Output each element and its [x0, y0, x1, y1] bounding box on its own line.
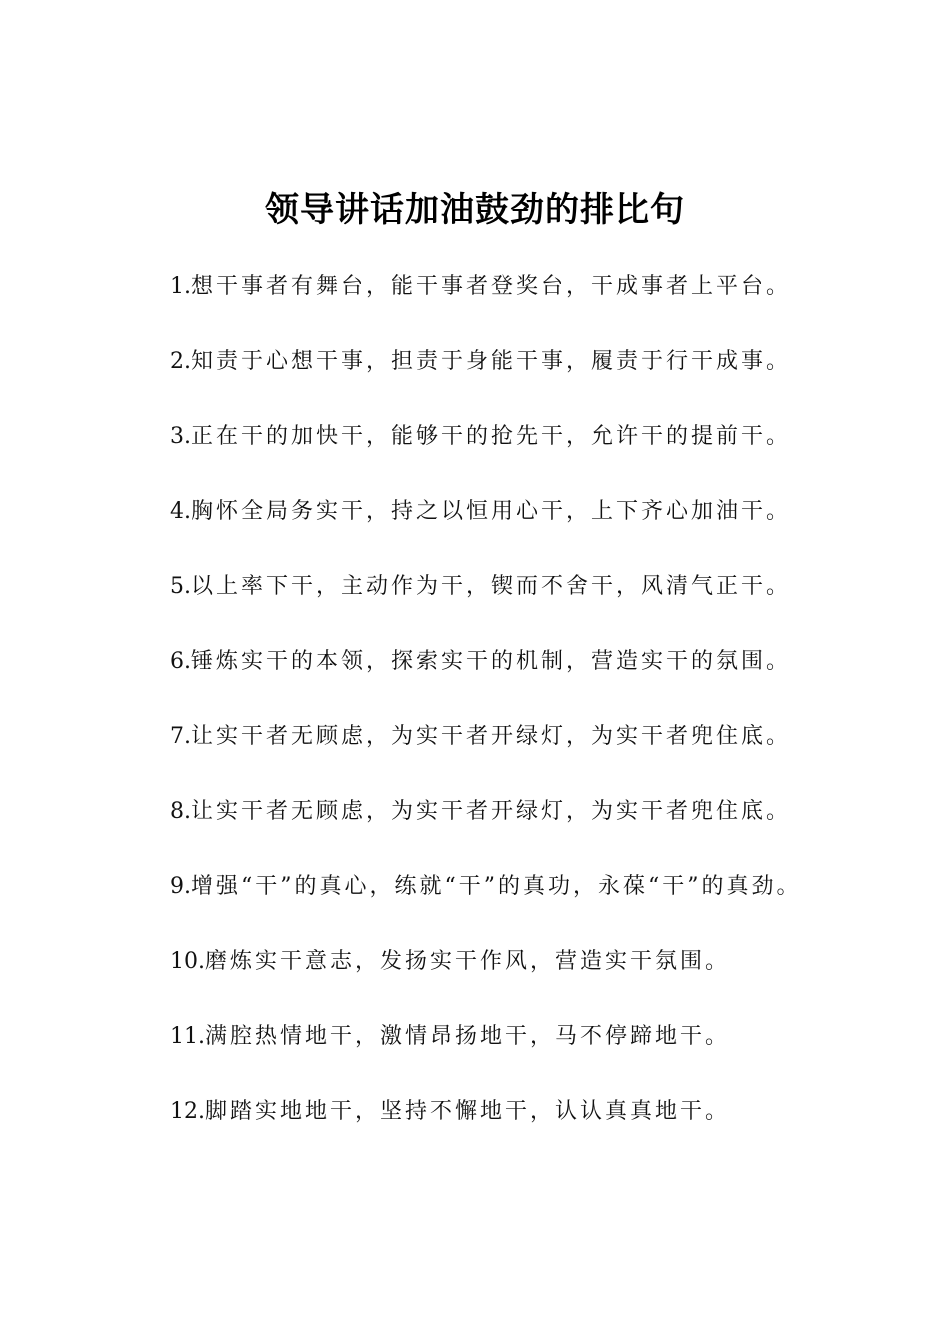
paragraph-number: 9. — [170, 874, 191, 899]
paragraph-text: 知责于心想干事，担责于身能干事，履责于行干成事。 — [191, 349, 792, 374]
paragraph-number: 7. — [170, 724, 191, 749]
paragraph-number: 11. — [170, 1024, 205, 1049]
paragraph-1 — [120, 262, 832, 312]
paragraph-text: 胸怀全局务实干，持之以恒用心干，上下齐心加油干。 — [191, 499, 792, 524]
paragraph-10 — [120, 937, 832, 987]
paragraph-number: 8. — [170, 799, 191, 824]
paragraph-text: 以上率下干，主动作为干，锲而不舍干，风清气正干。 — [191, 574, 792, 599]
paragraph-2 — [120, 337, 832, 387]
paragraph-number: 12. — [170, 1099, 205, 1124]
paragraph-7 — [120, 712, 832, 762]
paragraph-11 — [120, 1012, 832, 1062]
paragraph-text: 正在干的加快干，能够干的抢先干，允许干的提前干。 — [191, 424, 792, 449]
paragraph-text: 锤炼实干的本领，探索实干的机制，营造实干的氛围。 — [191, 649, 792, 674]
paragraph-text: 让实干者无顾虑，为实干者开绿灯，为实干者兜住底。 — [191, 724, 792, 749]
paragraph-number: 3. — [170, 424, 191, 449]
document-body — [120, 262, 832, 1162]
paragraph-text: 满腔热情地干，激情昂扬地干，马不停蹄地干。 — [205, 1024, 731, 1049]
paragraph-8 — [120, 787, 832, 837]
paragraph-number: 2. — [170, 349, 191, 374]
paragraph-number: 4. — [170, 499, 191, 524]
paragraph-3 — [120, 412, 832, 462]
paragraph-text: 想干事者有舞台，能干事者登奖台，干成事者上平台。 — [191, 274, 792, 299]
paragraph-number: 6. — [170, 649, 191, 674]
paragraph-number: 10. — [170, 949, 205, 974]
document-title: 领导讲话加油鼓劲的排比句 — [265, 190, 685, 230]
paragraph-6 — [120, 637, 832, 687]
paragraph-9 — [120, 862, 832, 912]
paragraph-number: 5. — [170, 574, 191, 599]
paragraph-5 — [120, 562, 832, 612]
paragraph-text: 增强“干”的真心，练就“干”的真功，永葆“干”的真劲。 — [191, 874, 802, 899]
paragraph-text: 让实干者无顾虑，为实干者开绿灯，为实干者兜住底。 — [191, 799, 792, 824]
paragraph-number: 1. — [170, 274, 191, 299]
paragraph-4 — [120, 487, 832, 537]
paragraph-text: 脚踏实地地干，坚持不懈地干，认认真真地干。 — [205, 1099, 731, 1124]
paragraph-text: 磨炼实干意志，发扬实干作风，营造实干氛围。 — [205, 949, 731, 974]
paragraph-12 — [120, 1087, 832, 1137]
